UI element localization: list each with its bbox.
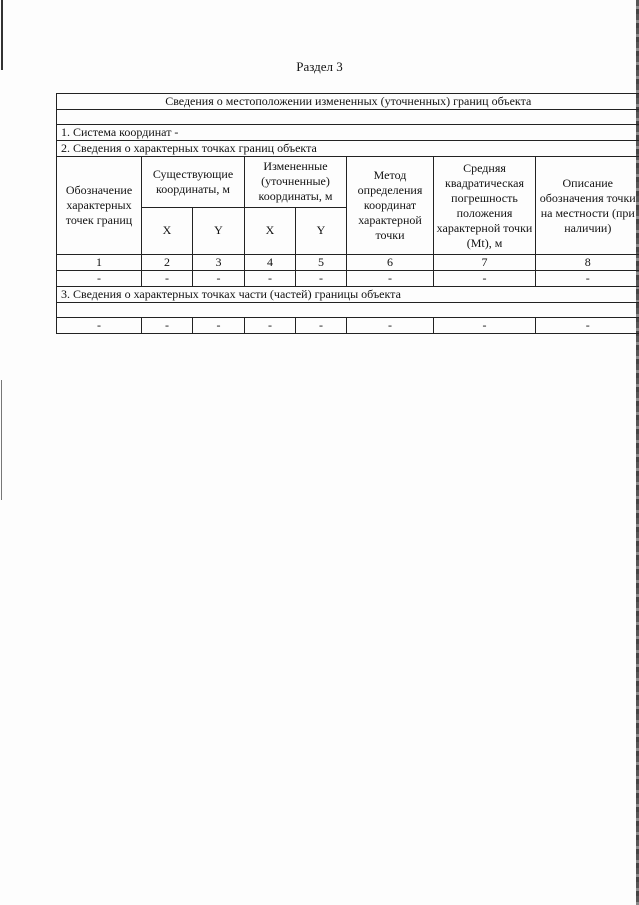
table-cell: - <box>57 271 142 287</box>
table-cell: - <box>245 271 296 287</box>
table-cell: - <box>193 318 245 334</box>
coord-system-label: 1. Система координат - <box>57 125 639 141</box>
parts-section-row <box>57 287 639 303</box>
table-row <box>57 271 639 287</box>
table-cell: - <box>142 271 193 287</box>
table-cell: - <box>296 318 347 334</box>
column-number: 6 <box>347 255 434 271</box>
scan-edge-mark <box>1 380 2 500</box>
table-cell: - <box>347 318 434 334</box>
column-header-changed-x: X <box>245 207 296 255</box>
spacer-row <box>57 110 639 125</box>
table-title-row <box>57 94 639 110</box>
table-cell: - <box>57 318 142 334</box>
header-row-1 <box>57 157 639 208</box>
boundary-table <box>56 93 639 334</box>
column-header-changed-y: Y <box>296 207 347 255</box>
table-cell: - <box>347 271 434 287</box>
section-title: Раздел 3 <box>296 59 343 74</box>
column-number: 8 <box>536 255 639 271</box>
table-row <box>57 318 639 334</box>
column-number-row <box>57 255 639 271</box>
table-title: Сведения о местоположении измененных (уточненных) границ объекта <box>57 94 639 110</box>
parts-section-label: 3. Сведения о характерных точках части (частей) границы объекта <box>57 287 639 303</box>
spacer-row <box>57 303 639 318</box>
column-header-designation: Обозначение характерных точек границ <box>57 157 142 255</box>
column-number: 3 <box>193 255 245 271</box>
column-header-existing-x: X <box>142 207 193 255</box>
column-number: 1 <box>57 255 142 271</box>
coord-system-row <box>57 125 639 141</box>
column-header-existing-y: Y <box>193 207 245 255</box>
table-cell: - <box>142 318 193 334</box>
column-header-changed-coords: Измененные (уточненные) координаты, м <box>245 157 347 208</box>
column-header-method: Метод определения координат характерной точки <box>347 157 434 255</box>
column-number: 4 <box>245 255 296 271</box>
table-cell: - <box>296 271 347 287</box>
points-section-row <box>57 141 639 157</box>
column-header-existing-coords: Существующие координаты, м <box>142 157 245 208</box>
column-number: 7 <box>434 255 536 271</box>
column-header-accuracy: Средняя квадратическая погрешность положения характерной точки (Mt), м <box>434 157 536 255</box>
table-cell: - <box>536 318 639 334</box>
table-cell: - <box>536 271 639 287</box>
table-cell: - <box>193 271 245 287</box>
column-number: 2 <box>142 255 193 271</box>
table-cell: - <box>434 318 536 334</box>
table-cell: - <box>434 271 536 287</box>
column-number: 5 <box>296 255 347 271</box>
table-cell: - <box>245 318 296 334</box>
points-section-label: 2. Сведения о характерных точках границ объекта <box>57 141 639 157</box>
column-header-description: Описание обозначения точки на местности (при наличии) <box>536 157 639 255</box>
